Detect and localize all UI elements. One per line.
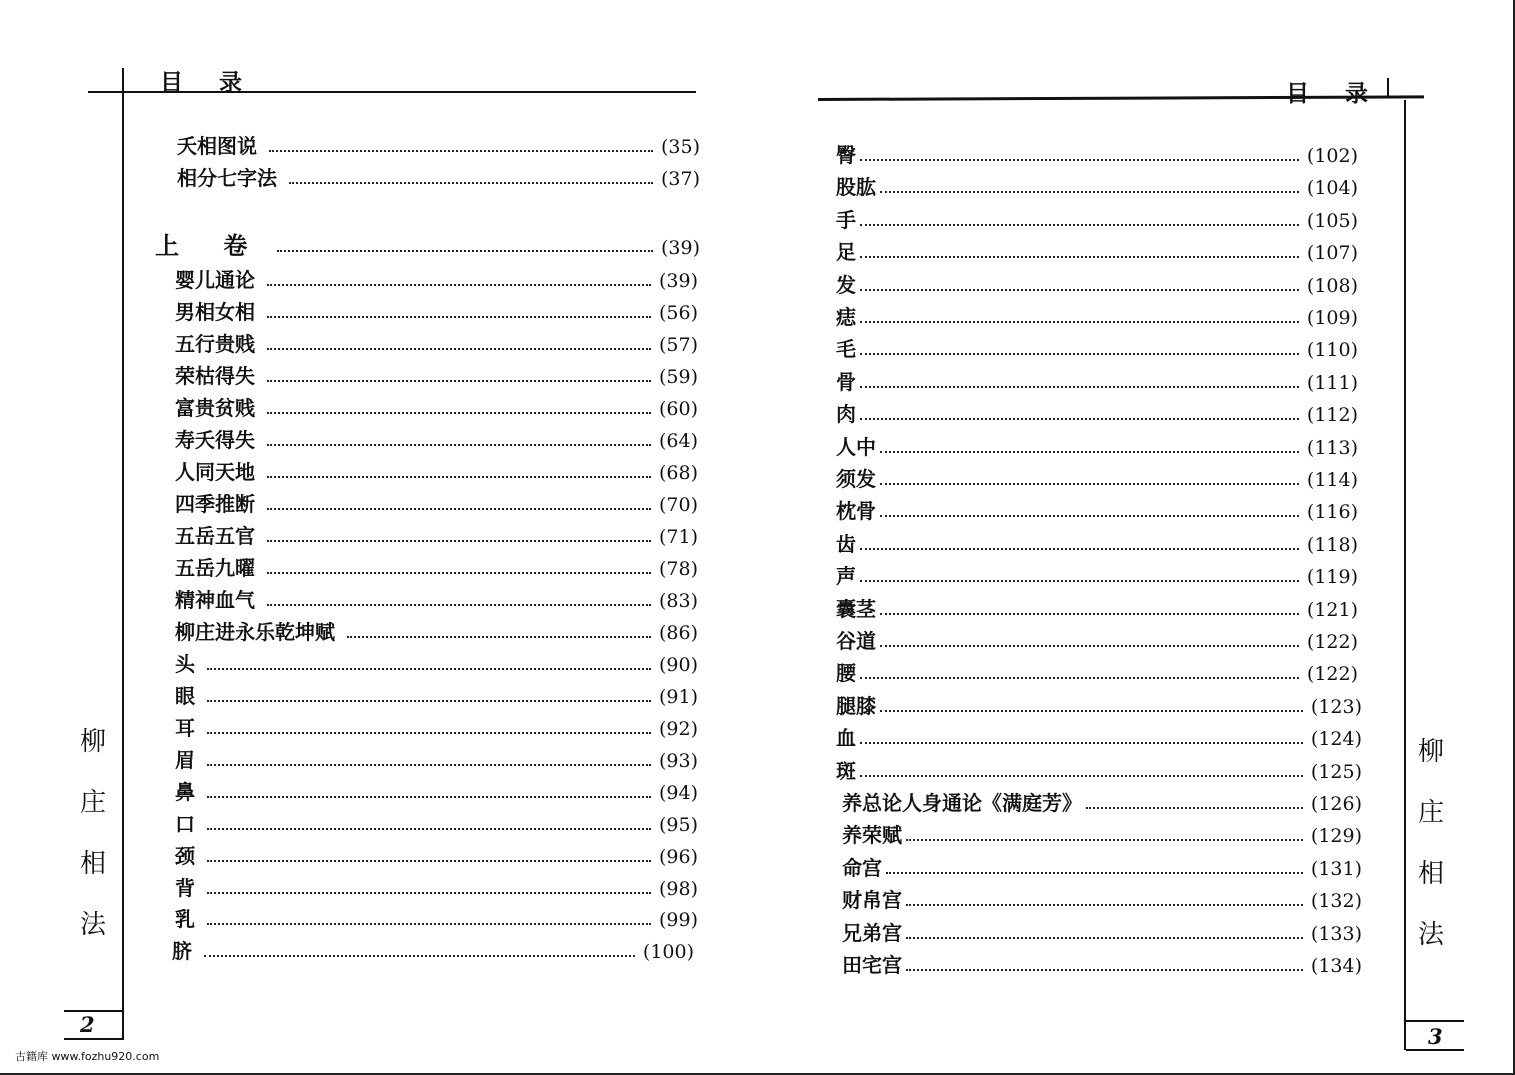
toc-leader-dots xyxy=(860,414,1299,420)
toc-entry-title: 脐 xyxy=(172,939,192,963)
running-title-char: 柳 xyxy=(1417,737,1444,767)
toc-entry-page: (114) xyxy=(1306,469,1358,491)
toc-entry xyxy=(175,810,698,838)
toc-entry-page: (39) xyxy=(660,237,700,259)
toc-entry xyxy=(175,298,698,326)
toc-entry-page: (131) xyxy=(1310,858,1362,880)
toc-entry-title: 寿夭得失 xyxy=(175,428,255,452)
toc-entry-page: (96) xyxy=(658,846,698,868)
left-page-number: 2 xyxy=(80,1012,95,1037)
toc-entry xyxy=(177,132,700,160)
toc-entry xyxy=(842,886,1362,914)
toc-entry-title: 五行贵贱 xyxy=(175,332,255,356)
toc-entry-title: 富贵贫贱 xyxy=(175,396,255,420)
toc-entry-title: 命宫 xyxy=(842,856,882,880)
right-header-tick xyxy=(1387,78,1389,98)
toc-leader-dots xyxy=(860,317,1299,323)
toc-entry xyxy=(836,595,1358,623)
toc-entry-page: (93) xyxy=(658,750,698,772)
toc-entry xyxy=(175,330,698,358)
toc-leader-dots xyxy=(886,868,1303,874)
toc-entry-page: (111) xyxy=(1306,372,1358,394)
toc-entry-title: 痣 xyxy=(836,305,856,329)
toc-entry-page: (86) xyxy=(658,622,698,644)
toc-entry-title: 血 xyxy=(836,726,856,750)
toc-entry-title: 鼻 xyxy=(175,780,195,804)
toc-entry xyxy=(175,426,698,454)
toc-entry-title: 骨 xyxy=(836,370,856,394)
toc-leader-dots xyxy=(906,900,1303,906)
toc-leader-dots xyxy=(267,600,651,606)
toc-entry-title: 上 卷 xyxy=(155,231,266,260)
toc-entry-title: 人同天地 xyxy=(175,460,255,484)
toc-leader-dots xyxy=(880,706,1303,712)
toc-entry-page: (121) xyxy=(1306,599,1358,621)
toc-entry-page: (35) xyxy=(660,136,700,158)
toc-entry-title: 眉 xyxy=(175,748,195,772)
toc-entry-page: (124) xyxy=(1310,728,1362,750)
toc-leader-dots xyxy=(906,965,1303,971)
toc-entry-title: 乳 xyxy=(175,907,195,931)
toc-entry xyxy=(836,562,1358,590)
toc-entry xyxy=(836,497,1358,525)
toc-entry-title: 须发 xyxy=(836,467,876,491)
toc-entry-title: 荣枯得失 xyxy=(175,364,255,388)
toc-entry-title: 柳庄进永乐乾坤赋 xyxy=(175,620,335,644)
toc-leader-dots xyxy=(860,285,1299,291)
toc-entry-title: 养总论人身通论《满庭芳》 xyxy=(842,791,1082,815)
toc-leader-dots xyxy=(207,824,651,830)
toc-entry-title: 相分七字法 xyxy=(177,166,277,190)
toc-entry-page: (113) xyxy=(1306,437,1358,459)
toc-leader-dots xyxy=(267,280,651,286)
toc-entry-page: (57) xyxy=(658,334,698,356)
toc-entry-page: (70) xyxy=(658,494,698,516)
toc-entry xyxy=(836,433,1358,461)
toc-entry-title: 囊茎 xyxy=(836,597,876,621)
toc-entry xyxy=(175,842,698,870)
toc-entry-page: (64) xyxy=(658,430,698,452)
toc-leader-dots xyxy=(204,951,635,957)
toc-entry-page: (125) xyxy=(1310,761,1362,783)
right-running-title xyxy=(1414,722,1448,966)
toc-entry xyxy=(172,937,694,965)
toc-entry xyxy=(175,874,698,902)
toc-leader-dots xyxy=(207,888,651,894)
toc-entry-title: 股肱 xyxy=(836,175,876,199)
toc-entry-page: (60) xyxy=(658,398,698,420)
toc-entry-title: 齿 xyxy=(836,532,856,556)
toc-entry-page: (112) xyxy=(1306,404,1358,426)
toc-entry-title: 斑 xyxy=(836,759,856,783)
toc-entry-page: (108) xyxy=(1306,275,1358,297)
toc-entry xyxy=(175,746,698,774)
toc-leader-dots xyxy=(267,344,651,350)
toc-entry-page: (133) xyxy=(1310,923,1362,945)
toc-entry xyxy=(836,368,1358,396)
toc-entry-title: 眼 xyxy=(175,684,195,708)
toc-entry-title: 男相女相 xyxy=(175,300,255,324)
toc-entry xyxy=(836,173,1358,201)
toc-entry-page: (134) xyxy=(1310,955,1362,977)
running-title-char: 庄 xyxy=(1417,798,1444,828)
toc-entry-page: (98) xyxy=(658,878,698,900)
right-footer-rule-bottom xyxy=(1406,1049,1464,1051)
toc-entry xyxy=(175,458,698,486)
toc-leader-dots xyxy=(860,155,1299,161)
toc-leader-dots xyxy=(267,568,651,574)
toc-entry-title: 腰 xyxy=(836,661,856,685)
toc-entry-title: 人中 xyxy=(836,435,876,459)
toc-entry xyxy=(836,303,1358,331)
toc-leader-dots xyxy=(267,376,651,382)
toc-entry xyxy=(836,238,1358,266)
toc-leader-dots xyxy=(880,187,1299,193)
running-title-char: 相 xyxy=(79,849,106,879)
toc-entry-title: 养荣赋 xyxy=(842,823,902,847)
toc-leader-dots xyxy=(880,479,1299,485)
toc-entry-page: (123) xyxy=(1310,696,1362,718)
toc-entry xyxy=(836,627,1358,655)
running-title-char: 庄 xyxy=(79,788,106,818)
toc-leader-dots xyxy=(207,792,651,798)
right-page-number: 3 xyxy=(1428,1024,1443,1049)
running-title-char: 法 xyxy=(79,910,106,940)
toc-entry-page: (109) xyxy=(1306,307,1358,329)
toc-entry-page: (37) xyxy=(660,168,700,190)
toc-entry-title: 腿膝 xyxy=(836,694,876,718)
toc-entry xyxy=(175,714,698,742)
toc-entry-title: 精神血气 xyxy=(175,588,255,612)
toc-leader-dots xyxy=(207,919,651,925)
left-margin-rule xyxy=(122,68,124,1038)
toc-entry-title: 颈 xyxy=(175,844,195,868)
toc-entry-page: (95) xyxy=(658,814,698,836)
toc-entry-title: 谷道 xyxy=(836,629,876,653)
toc-leader-dots xyxy=(906,933,1303,939)
toc-entry-title: 背 xyxy=(175,876,195,900)
toc-leader-dots xyxy=(880,609,1299,615)
toc-entry-title: 财帛宫 xyxy=(842,888,902,912)
toc-entry-page: (107) xyxy=(1306,242,1358,264)
toc-entry-page: (126) xyxy=(1310,793,1362,815)
toc-leader-dots xyxy=(880,511,1299,517)
toc-leader-dots xyxy=(207,728,651,734)
toc-entry xyxy=(836,692,1362,720)
toc-entry xyxy=(836,206,1358,234)
toc-leader-dots xyxy=(860,673,1299,679)
toc-entry-page: (94) xyxy=(658,782,698,804)
running-title-char: 柳 xyxy=(79,727,106,757)
toc-entry xyxy=(175,394,698,422)
toc-entry xyxy=(842,789,1362,817)
toc-leader-dots xyxy=(860,349,1299,355)
toc-entry xyxy=(175,586,698,614)
toc-entry-page: (122) xyxy=(1306,631,1358,653)
toc-entry xyxy=(836,530,1358,558)
toc-entry-page: (105) xyxy=(1306,210,1358,232)
toc-leader-dots xyxy=(267,312,651,318)
toc-entry-page: (92) xyxy=(658,718,698,740)
toc-leader-dots xyxy=(267,408,651,414)
watermark: 古籍库 www.fozhu920.com xyxy=(15,1050,160,1063)
toc-entry-title: 五岳五官 xyxy=(175,524,255,548)
toc-entry xyxy=(836,400,1358,428)
toc-leader-dots xyxy=(860,576,1299,582)
toc-entry-page: (56) xyxy=(658,302,698,324)
toc-entry xyxy=(175,682,698,710)
toc-entry xyxy=(175,554,698,582)
toc-entry-page: (100) xyxy=(642,941,694,963)
toc-entry xyxy=(175,362,698,390)
toc-entry-title: 田宅宫 xyxy=(842,953,902,977)
toc-leader-dots xyxy=(289,178,653,184)
toc-entry-title: 四季推断 xyxy=(175,492,255,516)
toc-entry-title: 口 xyxy=(175,812,195,836)
toc-entry-title: 手 xyxy=(836,208,856,232)
toc-leader-dots xyxy=(267,440,651,446)
left-running-title xyxy=(76,712,110,956)
running-title-char: 相 xyxy=(1417,859,1444,889)
toc-leader-dots xyxy=(207,760,651,766)
left-footer-rule-bottom xyxy=(64,1038,124,1040)
toc-entry-title: 足 xyxy=(836,240,856,264)
toc-entry-title: 耳 xyxy=(175,716,195,740)
toc-entry xyxy=(836,659,1358,687)
toc-entry-page: (90) xyxy=(658,654,698,676)
toc-entry-page: (39) xyxy=(658,270,698,292)
toc-entry-page: (99) xyxy=(658,909,698,931)
toc-entry xyxy=(836,271,1358,299)
toc-entry xyxy=(836,141,1358,169)
toc-entry-page: (59) xyxy=(658,366,698,388)
toc-leader-dots xyxy=(267,472,651,478)
toc-leader-dots xyxy=(267,536,651,542)
toc-entry xyxy=(836,757,1362,785)
toc-leader-dots xyxy=(880,641,1299,647)
toc-leader-dots xyxy=(860,738,1303,744)
toc-entry-title: 五岳九曜 xyxy=(175,556,255,580)
toc-entry xyxy=(175,490,698,518)
toc-entry-title: 枕骨 xyxy=(836,499,876,523)
toc-entry-title: 夭相图说 xyxy=(177,134,257,158)
toc-entry-page: (102) xyxy=(1306,145,1358,167)
toc-leader-dots xyxy=(269,146,653,152)
toc-entry-page: (83) xyxy=(658,590,698,612)
toc-entry-title: 兄弟宫 xyxy=(842,921,902,945)
toc-leader-dots xyxy=(860,220,1299,226)
toc-entry xyxy=(175,905,698,933)
toc-entry xyxy=(842,854,1362,882)
toc-leader-dots xyxy=(207,696,651,702)
toc-entry xyxy=(155,232,700,260)
toc-entry-title: 声 xyxy=(836,564,856,588)
right-page-header: 目 录 xyxy=(1286,80,1383,107)
toc-leader-dots xyxy=(860,382,1299,388)
left-page-header: 目 录 xyxy=(160,69,257,96)
toc-entry xyxy=(836,335,1358,363)
toc-entry-title: 发 xyxy=(836,273,856,297)
toc-entry xyxy=(175,522,698,550)
toc-entry-page: (118) xyxy=(1306,534,1358,556)
right-footer-rule-top xyxy=(1406,1020,1464,1022)
toc-entry xyxy=(842,919,1362,947)
toc-entry-title: 毛 xyxy=(836,337,856,361)
toc-leader-dots xyxy=(347,632,651,638)
toc-entry-title: 婴儿通论 xyxy=(175,268,255,292)
toc-entry xyxy=(177,164,700,192)
toc-entry xyxy=(842,951,1362,979)
toc-entry-page: (78) xyxy=(658,558,698,580)
toc-leader-dots xyxy=(277,246,653,252)
toc-entry-page: (68) xyxy=(658,462,698,484)
right-margin-rule xyxy=(1404,100,1406,1050)
toc-entry xyxy=(836,724,1362,752)
toc-entry-page: (119) xyxy=(1306,566,1358,588)
toc-entry-page: (104) xyxy=(1306,177,1358,199)
toc-leader-dots xyxy=(860,252,1299,258)
toc-entry-page: (122) xyxy=(1306,663,1358,685)
toc-leader-dots xyxy=(880,447,1299,453)
toc-entry-title: 肉 xyxy=(836,402,856,426)
toc-entry xyxy=(175,266,698,294)
toc-entry-page: (110) xyxy=(1306,339,1358,361)
toc-entry xyxy=(175,778,698,806)
toc-entry xyxy=(175,618,698,646)
toc-entry-page: (129) xyxy=(1310,825,1362,847)
toc-entry-page: (91) xyxy=(658,686,698,708)
toc-entry-title: 头 xyxy=(175,652,195,676)
running-title-char: 法 xyxy=(1417,920,1444,950)
toc-entry xyxy=(836,465,1358,493)
toc-leader-dots xyxy=(860,544,1299,550)
toc-leader-dots xyxy=(207,856,651,862)
toc-entry-page: (116) xyxy=(1306,501,1358,523)
toc-entry xyxy=(175,650,698,678)
toc-leader-dots xyxy=(860,771,1303,777)
toc-leader-dots xyxy=(906,835,1303,841)
toc-entry-title: 臀 xyxy=(836,143,856,167)
toc-entry-page: (71) xyxy=(658,526,698,548)
toc-leader-dots xyxy=(207,664,651,670)
toc-entry xyxy=(842,821,1362,849)
toc-leader-dots xyxy=(1086,803,1303,809)
toc-leader-dots xyxy=(267,504,651,510)
toc-entry-page: (132) xyxy=(1310,890,1362,912)
